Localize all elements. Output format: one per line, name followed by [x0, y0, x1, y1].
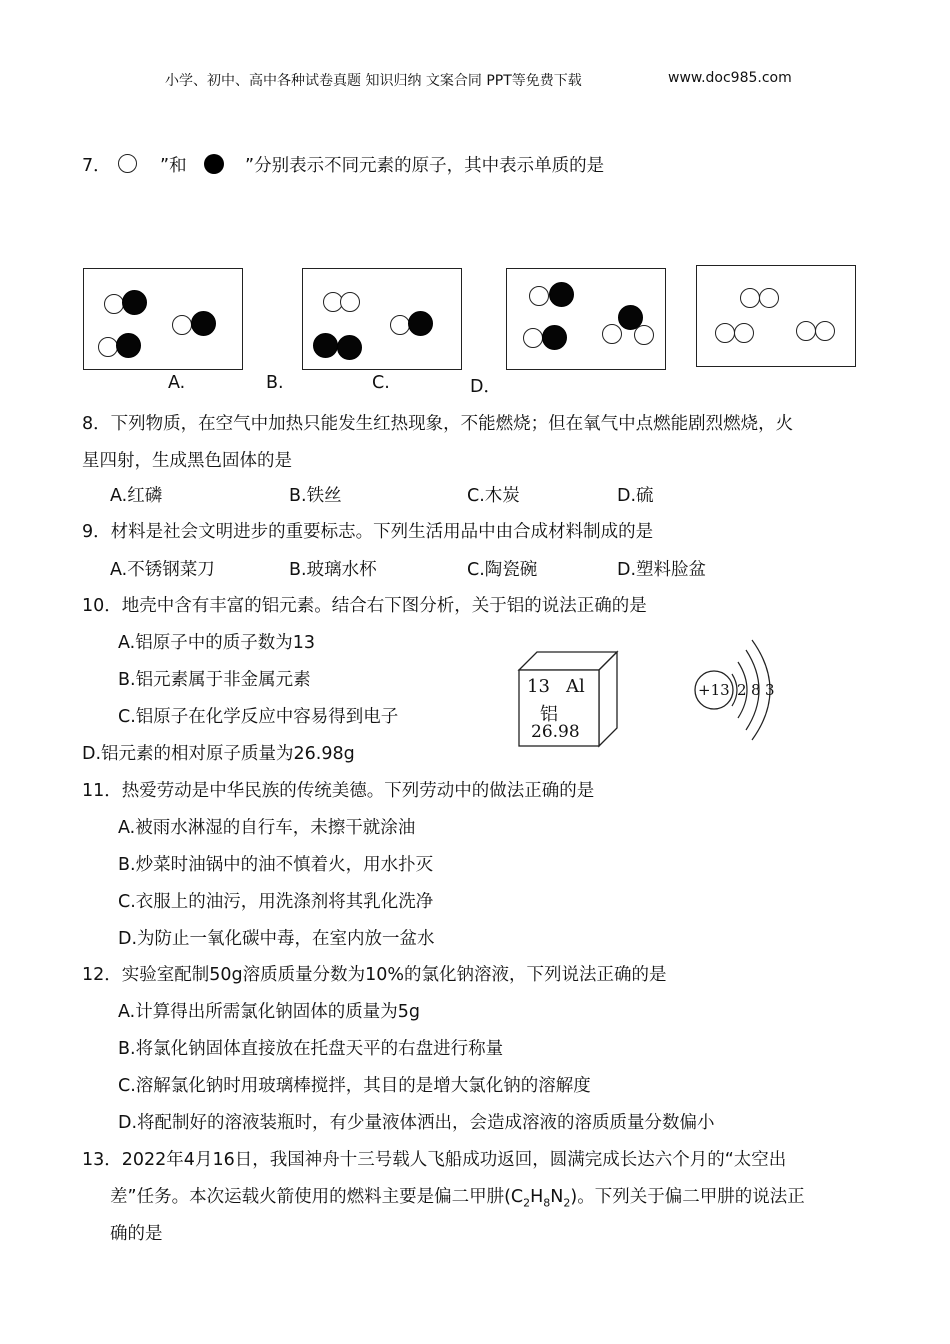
q11-option-a: A.被雨水淋湿的自行车，未擦干就涂油 [118, 818, 416, 838]
black-atom-icon [408, 311, 433, 336]
formula-n: N [550, 1187, 564, 1207]
q8-option-d: D.硫 [617, 486, 654, 506]
shell-3-electrons: 3 [765, 681, 775, 699]
q13-line-1: 13．2022年4月16日，我国神舟十三号载人飞船成功返回，圆满完成长达六个月的“太空出 [82, 1150, 787, 1170]
q7-text-1: ”和 [160, 156, 187, 176]
q8-line-1: 8．下列物质，在空气中加热只能发生红热现象，不能燃烧；但在氧气中点燃能剧烈燃烧，火 [82, 414, 794, 434]
element-mass: 26.98 [531, 722, 580, 742]
q11-option-b: B.炒菜时油锅中的油不慎着火，用水扑灭 [118, 855, 434, 875]
formula-subscript-h: 8 [543, 1196, 551, 1210]
black-atom-icon [549, 282, 574, 307]
q8-option-b: B.铁丝 [289, 486, 342, 506]
black-atom-icon [313, 333, 338, 358]
q10-stem: 10．地壳中含有丰富的铝元素。结合右下图分析，关于铝的说法正确的是 [82, 596, 647, 616]
q11-option-c: C.衣服上的油污，用洗涤剂将其乳化洗净 [118, 892, 434, 912]
q7-number: 7． [82, 156, 111, 176]
label-c: C. [372, 373, 390, 393]
option-a-diagram [83, 268, 243, 370]
white-atom-icon [715, 323, 735, 343]
formula-subscript-n: 2 [563, 1196, 571, 1210]
q12-option-b: B.将氯化钠固体直接放在托盘天平的右盘进行称量 [118, 1039, 504, 1059]
shell-2-electrons: 8 [751, 681, 761, 699]
white-atom-icon [759, 288, 779, 308]
option-d-diagram [696, 265, 856, 367]
q10-option-b: B.铝元素属于非金属元素 [118, 670, 311, 690]
black-atom-icon [116, 333, 141, 358]
white-atom-icon [523, 328, 543, 348]
white-atom-icon [390, 315, 410, 335]
q10-option-a: A.铝原子中的质子数为13 [118, 633, 315, 653]
q12-option-d: D.将配制好的溶液装瓶时，有少量液体洒出，会造成溶液的溶质质量分数偏小 [118, 1113, 715, 1133]
white-atom-icon [529, 286, 549, 306]
q9-option-c: C.陶瓷碗 [467, 560, 538, 580]
nucleus-label: +13 [698, 681, 730, 699]
q10-option-d: D.铝元素的相对原子质量为26.98g [82, 744, 355, 764]
q9-option-b: B.玻璃水杯 [289, 560, 377, 580]
q8-option-a: A.红磷 [110, 486, 163, 506]
white-atom-icon [796, 321, 816, 341]
formula-subscript-c: 2 [523, 1196, 531, 1210]
label-a: A. [168, 373, 186, 393]
black-atom-icon [122, 290, 147, 315]
black-atom-icon [337, 335, 362, 360]
q8-line-2: 星四射，生成黑色固体的是 [82, 451, 292, 471]
q13-line-2 [110, 1183, 805, 1210]
q13-line-2-text-a: 差”任务。本次运载火箭使用的燃料主要是偏二甲肼(C [110, 1187, 524, 1207]
element-symbol: Al [566, 676, 585, 697]
element-number: 13 [527, 676, 550, 697]
q12-stem: 12．实验室配制50g溶质质量分数为10%的氯化钠溶液，下列说法正确的是 [82, 965, 667, 985]
q11-option-d: D.为防止一氧化碳中毒，在室内放一盆水 [118, 929, 435, 949]
black-atom-icon [204, 154, 224, 174]
q9-stem: 9．材料是社会文明进步的重要标志。下列生活用品中由合成材料制成的是 [82, 522, 654, 542]
q7-text-2: ”分别表示不同元素的原子，其中表示单质的是 [245, 156, 605, 176]
q8-option-c: C.木炭 [467, 486, 520, 506]
option-c-diagram [506, 268, 666, 370]
label-d: D． [470, 377, 501, 397]
white-atom-icon [104, 294, 124, 314]
white-atom-icon [740, 288, 760, 308]
header-text: 小学、初中、高中各种试卷真题 知识归纳 文案合同 PPT等免费下载 [165, 73, 582, 89]
white-atom-icon [98, 337, 118, 357]
q9-option-a: A.不锈钢菜刀 [110, 560, 215, 580]
white-atom-icon [815, 321, 835, 341]
black-atom-icon [542, 325, 567, 350]
q12-option-a: A.计算得出所需氯化钠固体的质量为5g [118, 1002, 420, 1022]
white-atom-icon [172, 315, 192, 335]
element-name: 铝 [540, 704, 558, 725]
header-url: www.doc985.com [668, 70, 792, 86]
option-b-diagram [302, 268, 462, 370]
label-b: B. [266, 373, 284, 393]
q11-stem: 11．热爱劳动是中华民族的传统美德。下列劳动中的做法正确的是 [82, 781, 595, 801]
shell-1-electrons: 2 [737, 681, 747, 699]
white-atom-icon [118, 154, 137, 173]
formula-h: H [530, 1187, 544, 1207]
q9-option-d: D.塑料脸盆 [617, 560, 707, 580]
q13-line-2-text-b: )。下列关于偏二甲肼的说法正 [570, 1187, 805, 1207]
white-atom-icon [734, 323, 754, 343]
white-atom-icon [602, 324, 622, 344]
white-atom-icon [340, 292, 360, 312]
black-atom-icon [191, 311, 216, 336]
white-atom-icon [634, 325, 654, 345]
q12-option-c: C.溶解氯化钠时用玻璃棒搅拌，其目的是增大氯化钠的溶解度 [118, 1076, 591, 1096]
q10-option-c: C.铝原子在化学反应中容易得到电子 [118, 707, 399, 727]
q13-line-3: 确的是 [110, 1224, 163, 1244]
